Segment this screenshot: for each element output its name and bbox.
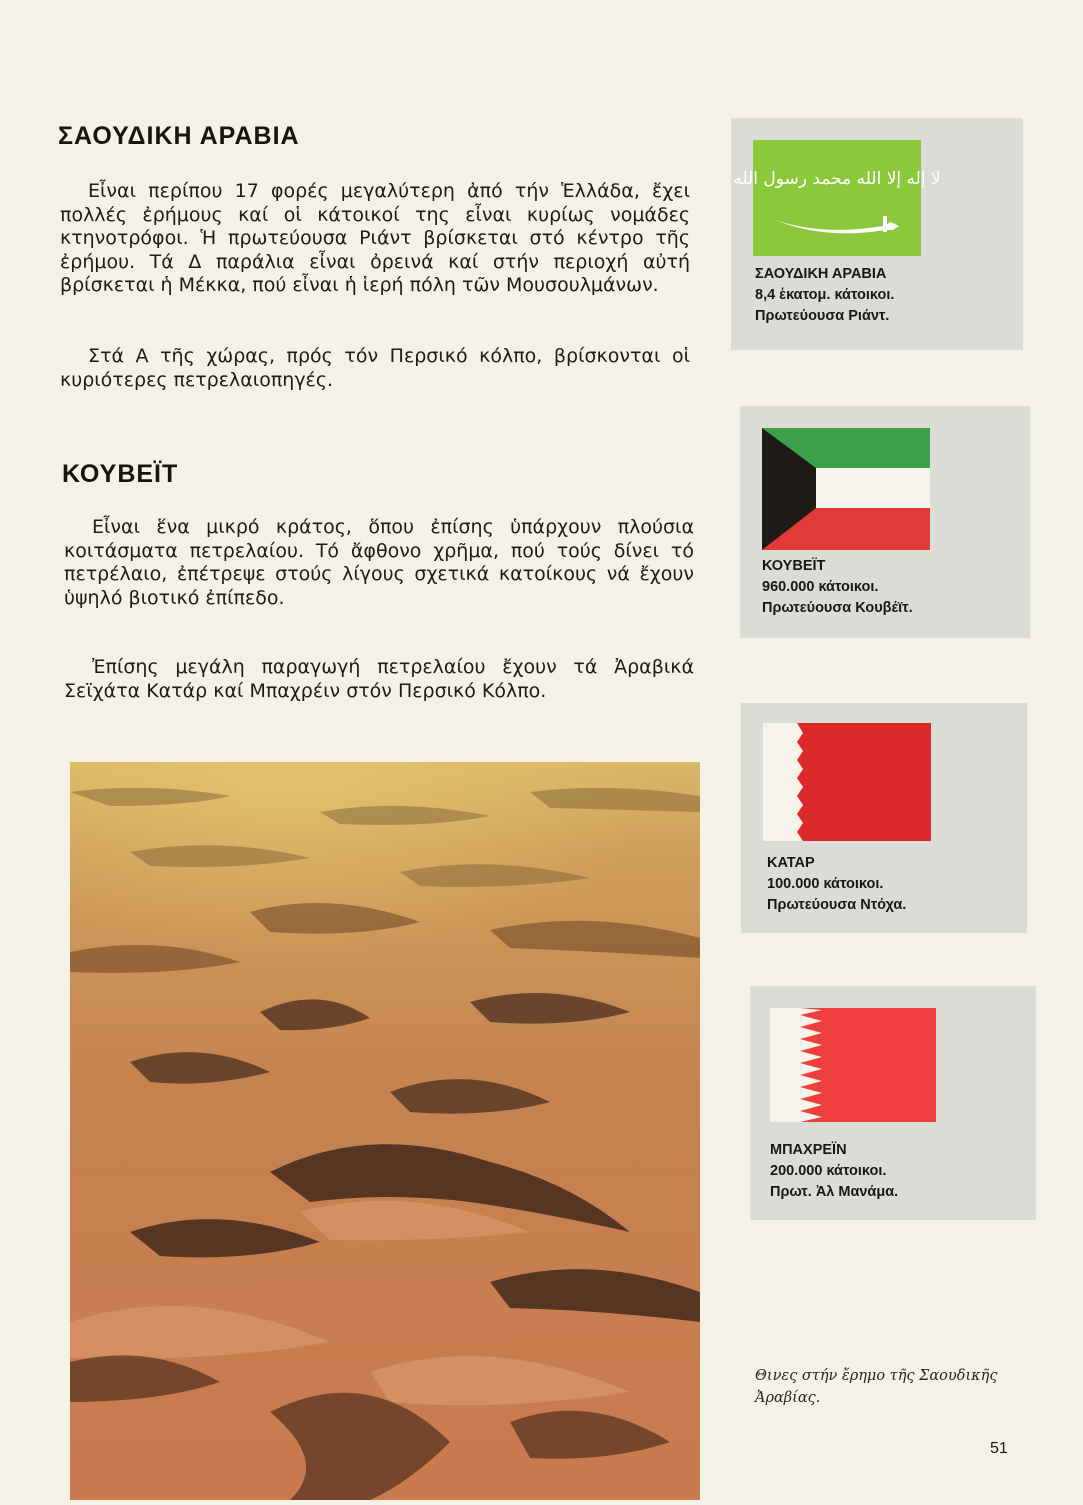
flag-card-saudi-arabia — [731, 118, 1023, 350]
saudi-arabia-country-label: ΣΑΟΥΔΙΚΗ ΑΡΑΒΙΑ — [755, 266, 887, 282]
saudi-arabia-population: 8,4 ἑκατομ. κάτοικοι. — [755, 287, 895, 303]
flag-card-kuwait — [740, 406, 1030, 638]
qatar-country-label: ΚΑΤΑΡ — [767, 855, 815, 871]
page-number: 51 — [990, 1440, 1008, 1457]
kuwait-population: 960.000 κάτοικοι. — [762, 579, 879, 595]
saudi-arabia-paragraph-1: Εἶναι περίπου 17 φορές μεγαλύτερη ἀπό τήν Ἑλλάδα, ἔχει πολλές ἐρήμους καί οἱ κάτοικοί της εἶναι κυρίως νομάδες κτηνοτρόφοι. Ἡ πρωτεύουσα Ριάντ βρίσκεται στό κέντρο τῆς ἐρήμου. Τά Δ παράλια εἶναι ὀρεινά καί στήν περιοχή αὐτή βρίσκεται ἡ Μέκκα, πού εἶναι ἡ ἱερή πόλη τῶν Μουσουλμάνων. — [60, 180, 690, 296]
qatar-flag-icon — [763, 723, 931, 841]
bahrain-flag-text — [770, 1140, 898, 1203]
desert-dunes-photo — [70, 762, 700, 1500]
bahrain-capital: Πρωτ. Ἀλ Μανάμα. — [770, 1184, 899, 1200]
desert-dunes-photo-illustration — [70, 762, 700, 1500]
flag-card-bahrain — [750, 986, 1036, 1220]
bahrain-country-label: ΜΠΑΧΡΕΪΝ — [770, 1142, 847, 1158]
saudi-arabia-paragraph-2: Στά Α τῆς χώρας, πρός τόν Περσικό κόλπο, βρίσκονται οἱ κυριότερες πετρελαιοπηγές. — [60, 345, 690, 391]
qatar-capital: Πρωτεύουσα Ντόχα. — [767, 897, 907, 913]
bahrain-flag-icon — [770, 1008, 936, 1122]
kuwait-paragraph-1: Εἶναι ἕνα μικρό κράτος, ὅπου ἐπίσης ὑπάρχουν πλούσια κοιτάσματα πετρελαίου. Τό ἄφθονο χρῆμα, πού τούς δίνει τό πετρέλαιο, ἐπέτρεψε στούς λίγους σχετικά κατοίκους νά ἔχουν ὑψηλό βιοτικό ἐπίπεδο. — [64, 516, 694, 609]
kuwait-capital: Πρωτεύουσα Κουβέϊτ. — [762, 600, 913, 616]
saudi-arabia-flag-icon — [733, 140, 941, 256]
saudi-flag-script: لا إله إلا الله محمد رسول الله — [733, 169, 941, 189]
saudi-arabia-heading: ΣΑΟΥΔΙΚΗ ΑΡΑΒΙΑ — [58, 122, 300, 150]
kuwait-flag-icon — [762, 428, 930, 550]
qatar-flag-text — [767, 853, 906, 916]
kuwait-heading: ΚΟΥΒΕΪΤ — [62, 460, 179, 488]
gulf-states-paragraph: Ἐπίσης μεγάλη παραγωγή πετρελαίου ἔχουν τά Ἀραβικά Σεϊχάτα Κατάρ καί Μπαχρέιν στόν Περσικό Κόλπο. — [64, 656, 694, 702]
qatar-population: 100.000 κάτοικοι. — [767, 876, 884, 892]
saudi-arabia-flag-text — [755, 264, 894, 327]
bahrain-population: 200.000 κάτοικοι. — [770, 1163, 887, 1179]
photo-caption: Θινες στήν ἔρημο τῆς Σαουδικῆς Ἀραβίας. — [755, 1368, 998, 1406]
flag-card-qatar — [741, 703, 1027, 933]
kuwait-flag-text — [762, 556, 913, 619]
saudi-arabia-capital: Πρωτεύουσα Ριάντ. — [755, 308, 890, 324]
kuwait-country-label: ΚΟΥΒΕΪΤ — [762, 558, 826, 574]
